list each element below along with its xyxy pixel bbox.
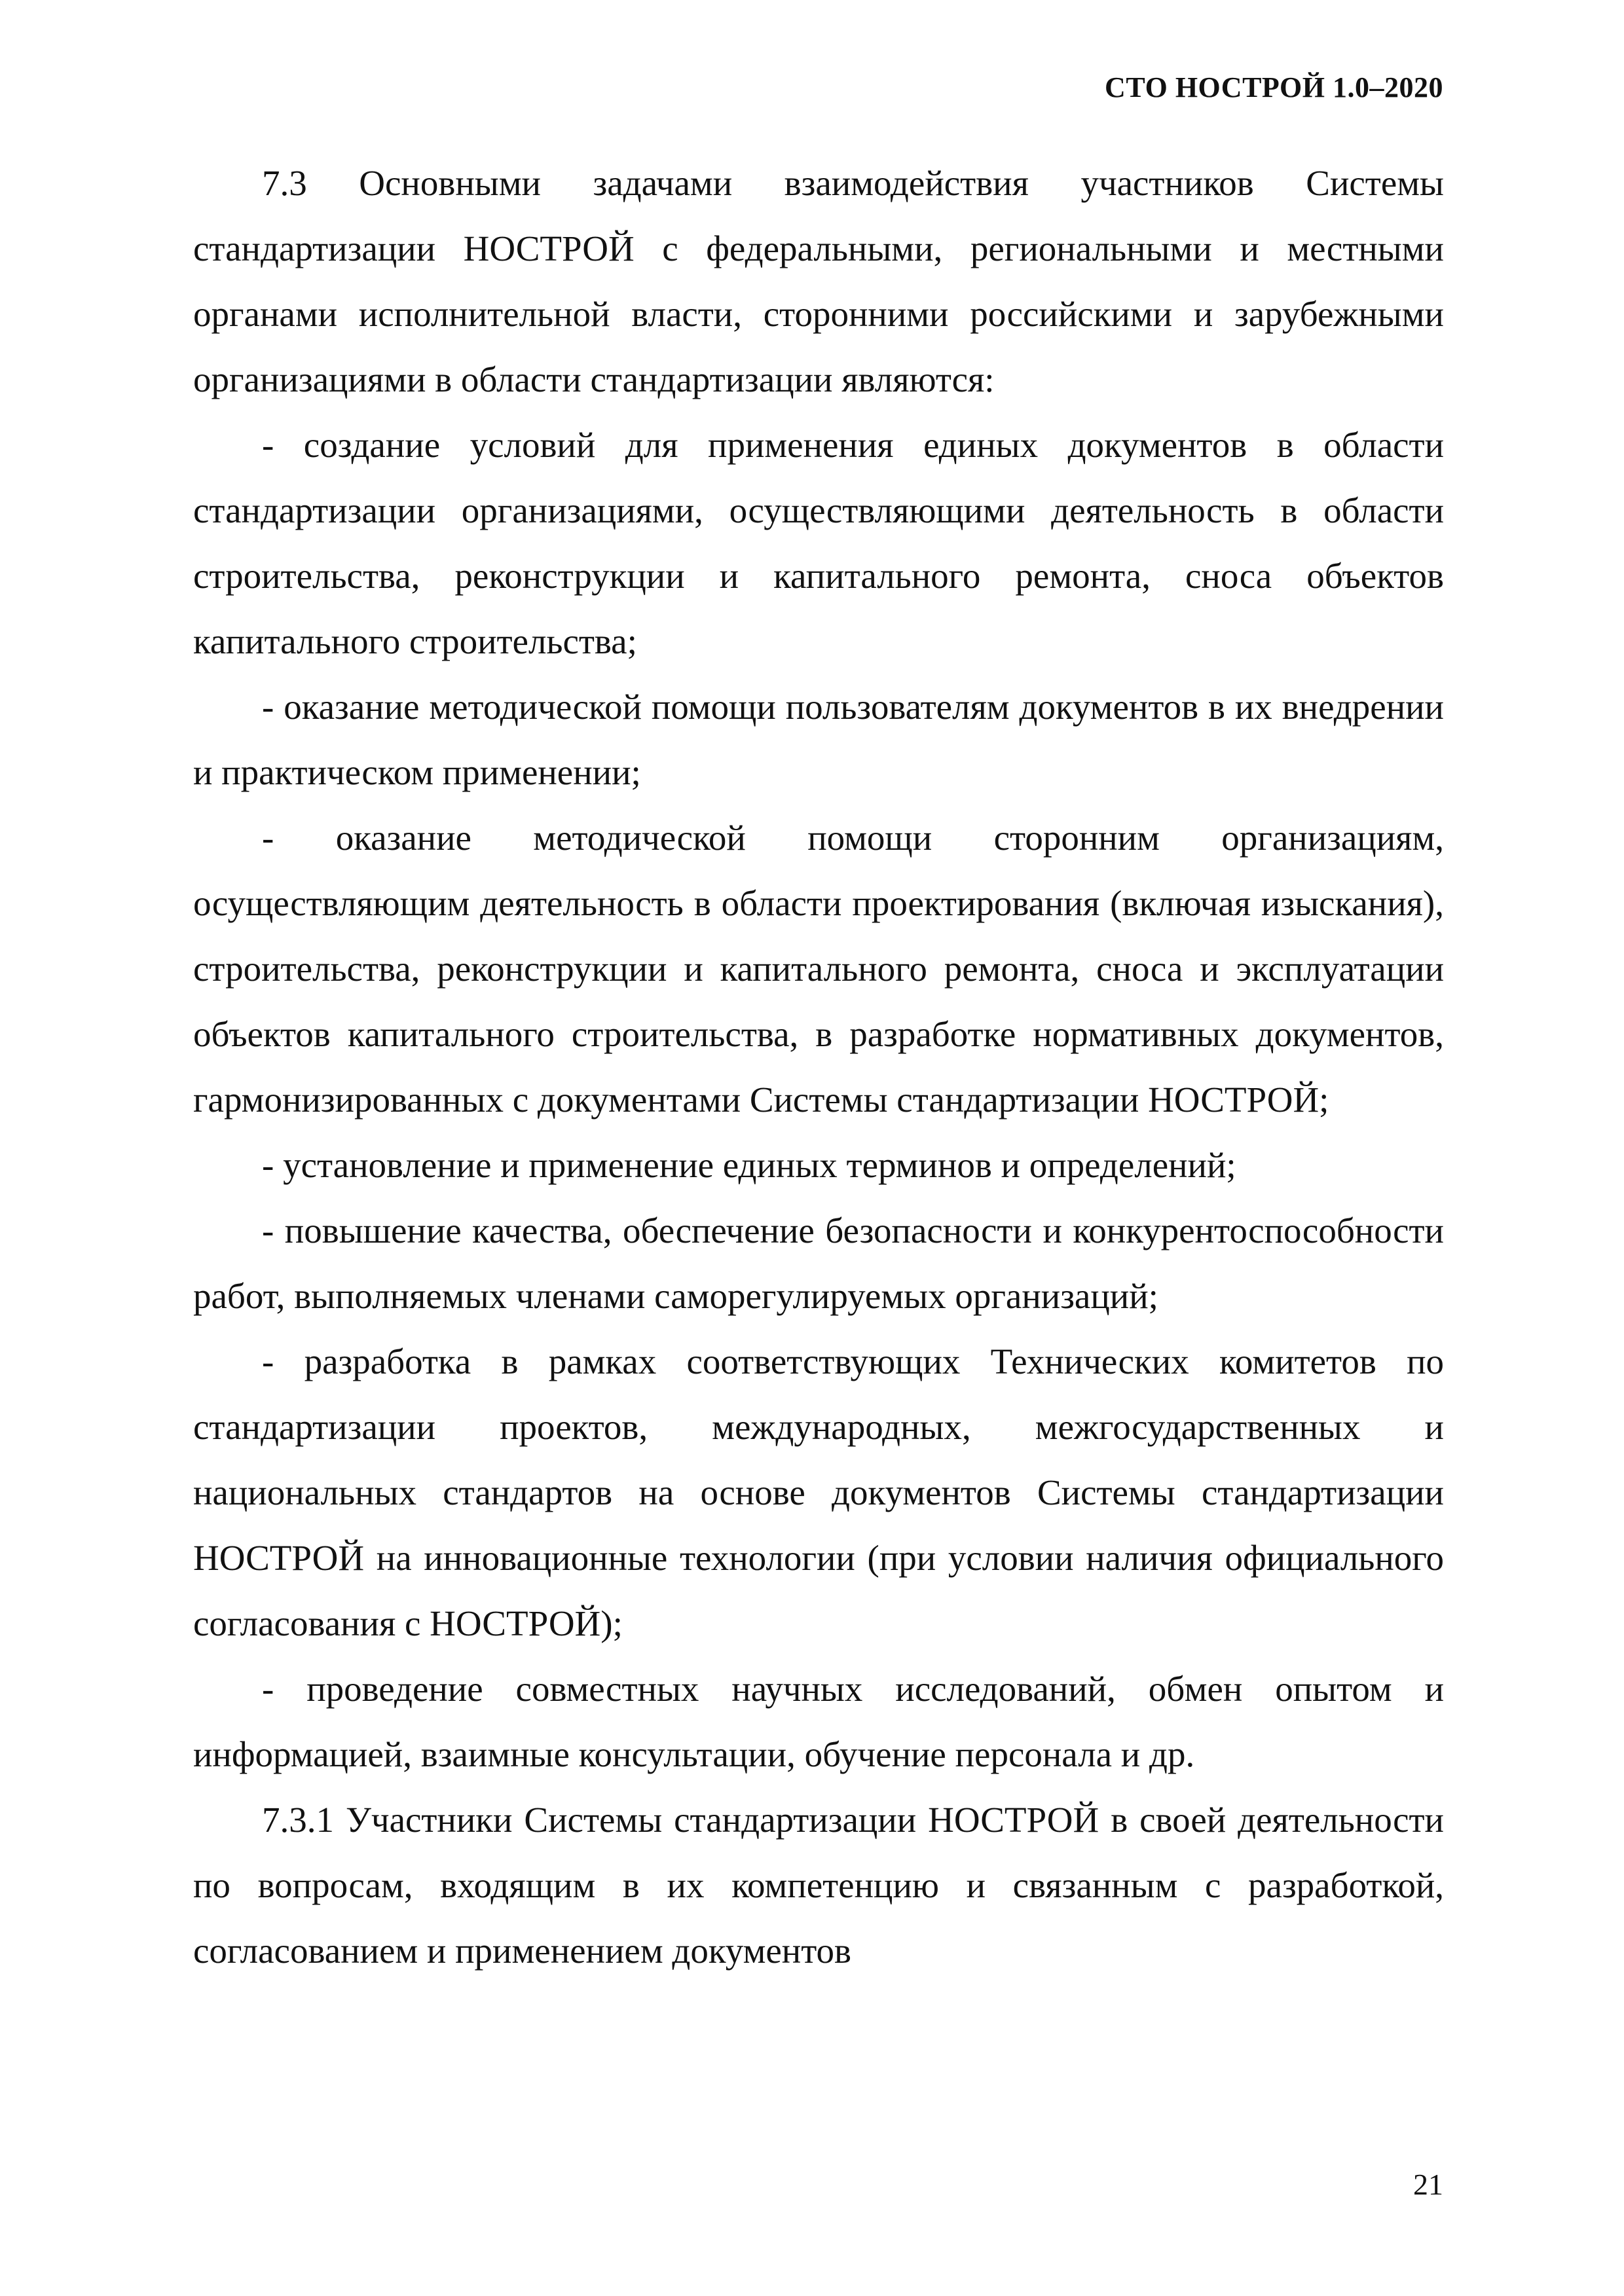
list-item-standards-development: - разработка в рамках соответствующих Технических комитетов по стандартизации проектов, международных, межгосударственных и национальных стандартов на основе документов Системы стандартизации НОСТРОЙ на инновационные технологии (при условии наличия официального согласования с НОСТРОЙ); <box>193 1341 1444 1643</box>
page-number: 21 <box>1413 2168 1443 2201</box>
list-item-quality: - повышение качества, обеспечение безопасности и конкурентоспособности работ, выполняемых членами саморегулируемых организаций; <box>193 1211 1444 1316</box>
list-item-conditions: - создание условий для применения единых документов в области стандартизации организациями, осуществляющими деятельность в области строительства, реконструкции и капитального ремонта, сноса объектов капитального строительства; <box>193 425 1444 661</box>
list-item-methodical-help-organizations: - оказание методической помощи сторонним организациям, осуществляющим деятельность в области проектирования (включая изыскания), строительства, реконструкции и капитального ремонта, сноса и эксплуатации объектов капитального строительства, в разработке нормативных документов, гармонизированных с документами Системы стандартизации НОСТРОЙ; <box>193 818 1444 1120</box>
paragraph-7-3: 7.3 Основными задачами взаимодействия участников Системы стандартизации НОСТРОЙ с федеральными, региональными и местными органами исполнительной власти, сторонними российскими и зарубежными организациями в области стандартизации являются: <box>193 163 1444 399</box>
document-code-header: СТО НОСТРОЙ 1.0–2020 <box>1105 71 1443 103</box>
list-item-terms: - установление и применение единых терминов и определений; <box>262 1145 1236 1185</box>
document-body <box>193 151 1444 1984</box>
paragraph-7-3-1: 7.3.1 Участники Системы стандартизации НОСТРОЙ в своей деятельности по вопросам, входящим в их компетенцию и связанным с разработкой, согласованием и применением документов <box>193 1800 1444 1971</box>
list-item-research: - проведение совместных научных исследований, обмен опытом и информацией, взаимные консультации, обучение персонала и др. <box>193 1669 1444 1774</box>
list-item-methodical-help-users: - оказание методической помощи пользователям документов в их внедрении и практическом применении; <box>193 687 1444 792</box>
